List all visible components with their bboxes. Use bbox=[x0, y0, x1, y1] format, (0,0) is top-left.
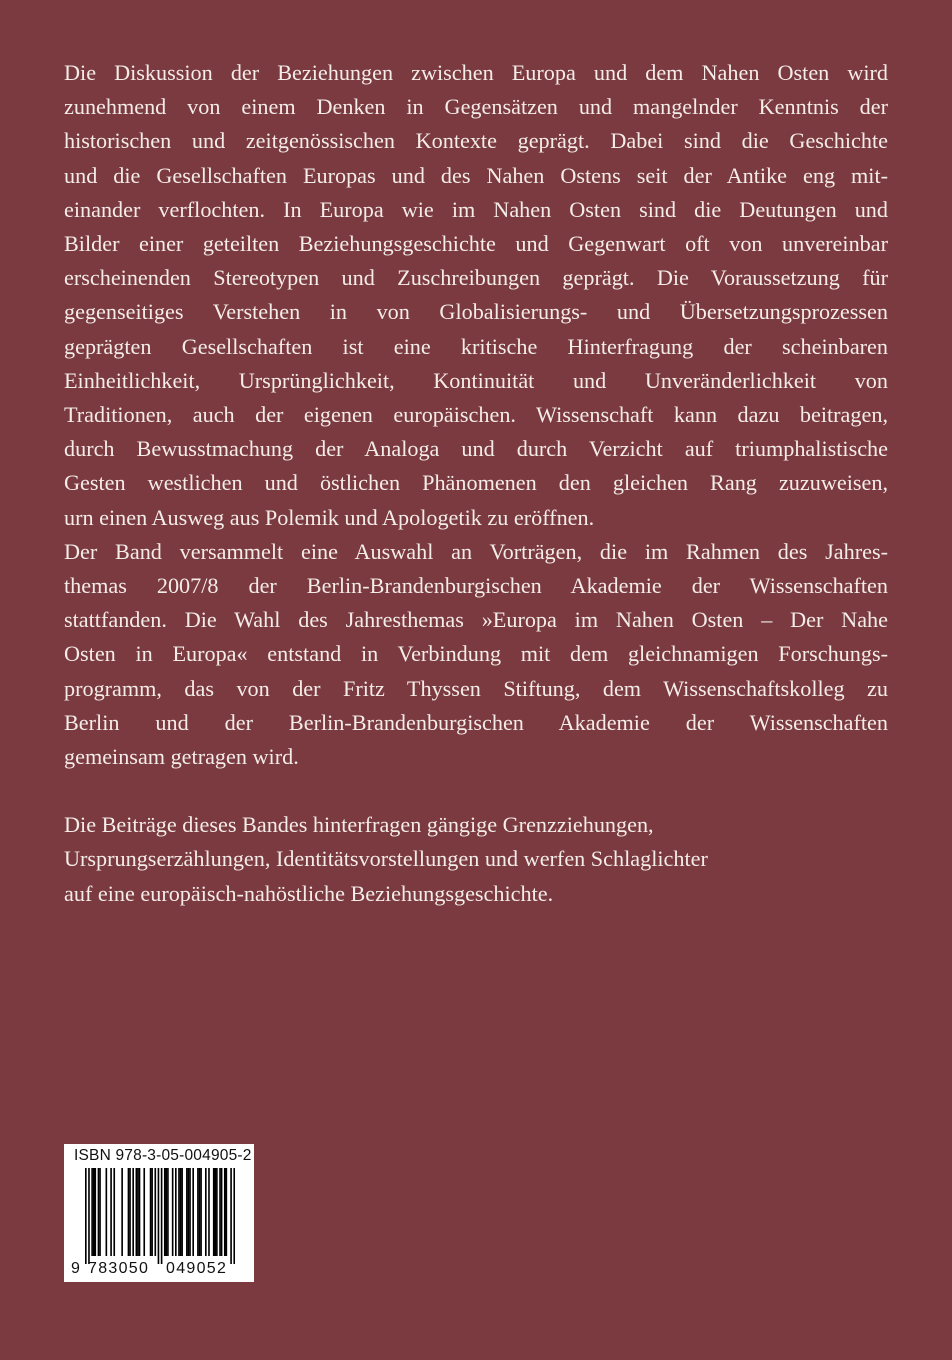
blurb-paragraph-1 bbox=[64, 56, 888, 535]
text-line: durch Bewusstmachung der Analoga und durch Verzicht auf triumphalistische bbox=[64, 436, 888, 462]
barcode-bar bbox=[129, 1168, 131, 1256]
text-line: Die Diskussion der Beziehungen zwischen Europa und dem Nahen Osten wird bbox=[64, 60, 888, 85]
text-line: Die Beiträge dieses Bandes hinterfragen gängige Grenzziehungen, bbox=[64, 812, 654, 838]
barcode-bar bbox=[161, 1168, 163, 1264]
barcode-bar bbox=[192, 1168, 194, 1256]
ean-right-digits: 049052 bbox=[166, 1260, 228, 1277]
barcode-bar bbox=[94, 1168, 96, 1256]
barcode-bar bbox=[178, 1168, 180, 1256]
barcode-bar bbox=[98, 1168, 100, 1256]
barcode-bar bbox=[93, 1168, 95, 1256]
barcode-bar bbox=[189, 1168, 191, 1256]
paragraph-spacer bbox=[64, 774, 888, 808]
barcode-bar bbox=[110, 1168, 112, 1256]
text-line: zunehmend von einem Denken in Gegensätzen und mangelnder Kenntnis der bbox=[64, 94, 888, 120]
ean-left-digits: 783050 bbox=[88, 1260, 150, 1277]
cover-blurb bbox=[64, 56, 888, 911]
text-line: Traditionen, auch der eigenen europäischen. Wissenschaft kann dazu beitragen, bbox=[64, 402, 888, 428]
barcode-bar bbox=[200, 1168, 202, 1256]
barcode-bar bbox=[106, 1168, 108, 1256]
barcode-bar bbox=[188, 1168, 190, 1256]
text-line: und die Gesellschaften Europas und des Nahen Ostens seit der Antike eng mit- bbox=[64, 162, 888, 188]
text-line: stattfanden. Die Wahl des Jahresthemas »Europa im Nahen Osten – Der Nahe bbox=[64, 607, 888, 633]
text-line: themas 2007/8 der Berlin-Brandenburgischen Akademie der Wissenschaften bbox=[64, 573, 888, 599]
ean-first-digit: 9 bbox=[71, 1260, 82, 1277]
barcode-bar bbox=[197, 1168, 199, 1256]
text-line: Ursprungserzählungen, Identitätsvorstellungen und werfen Schlaglichter bbox=[64, 846, 708, 872]
barcode-bar bbox=[213, 1168, 215, 1256]
text-line: gegenseitiges Verstehen in von Globalisierungs- und Übersetzungsprozessen bbox=[64, 299, 888, 325]
text-line: historischen und zeitgenössischen Kontexte geprägt. Dabei sind die Geschichte bbox=[64, 128, 888, 154]
barcode-bar bbox=[139, 1168, 141, 1256]
barcode-icon bbox=[85, 1168, 235, 1264]
text-line: erscheinenden Stereotypen und Zuschreibungen geprägt. Die Voraussetzung für bbox=[64, 265, 888, 291]
barcode-bar bbox=[186, 1168, 188, 1256]
barcode-bar bbox=[166, 1168, 168, 1256]
isbn-barcode-box bbox=[64, 1144, 254, 1282]
barcode-bar bbox=[219, 1168, 221, 1256]
barcode-bar bbox=[143, 1168, 145, 1256]
barcode-bar bbox=[167, 1168, 169, 1256]
text-line: geprägten Gesellschaften ist eine kritische Hinterfragung der scheinbaren bbox=[64, 333, 888, 359]
barcode-bar bbox=[88, 1168, 90, 1264]
text-line: auf eine europäisch-nahöstliche Beziehungsgeschichte. bbox=[64, 880, 554, 906]
barcode-bar bbox=[128, 1168, 130, 1256]
barcode-bar bbox=[208, 1168, 210, 1256]
barcode-bar bbox=[137, 1168, 139, 1256]
barcode-bar bbox=[226, 1168, 228, 1256]
text-line: Berlin und der Berlin-Brandenburgischen Akademie der Wissenschaften bbox=[64, 709, 888, 735]
barcode-bar bbox=[150, 1168, 152, 1256]
barcode-bar bbox=[221, 1168, 223, 1256]
barcode-bar bbox=[181, 1168, 183, 1256]
barcode-bar bbox=[85, 1168, 87, 1264]
barcode-bar bbox=[121, 1168, 123, 1256]
barcode-bar bbox=[230, 1168, 232, 1264]
barcode-bar bbox=[164, 1168, 166, 1256]
text-line: gemeinsam getragen wird. bbox=[64, 744, 299, 770]
barcode-bar bbox=[113, 1168, 115, 1256]
text-line: Bilder einer geteilten Beziehungsgeschichte und Gegenwart oft von unvereinbar bbox=[64, 231, 888, 257]
barcode-bar bbox=[158, 1168, 160, 1264]
barcode-bar bbox=[224, 1168, 226, 1256]
barcode-bar bbox=[151, 1168, 153, 1256]
barcode-bar bbox=[175, 1168, 177, 1256]
barcode-bar bbox=[91, 1168, 93, 1256]
barcode-bar bbox=[136, 1168, 138, 1256]
barcode-bar bbox=[99, 1168, 101, 1256]
barcode-bar bbox=[199, 1168, 201, 1256]
blurb-paragraph-2 bbox=[64, 535, 888, 774]
barcode-bar bbox=[172, 1168, 174, 1256]
barcode-bar bbox=[205, 1168, 207, 1256]
isbn-label: ISBN 978-3-05-004905-2 bbox=[74, 1147, 252, 1164]
barcode-bar bbox=[180, 1168, 182, 1256]
text-line: einander verflochten. In Europa wie im Nahen Osten sind die Deutungen und bbox=[64, 196, 888, 222]
barcode-bar bbox=[216, 1168, 218, 1256]
barcode-bar bbox=[132, 1168, 134, 1256]
text-line: programm, das von der Fritz Thyssen Stiftung, dem Wissenschaftskolleg zu bbox=[64, 675, 888, 701]
barcode-bar bbox=[214, 1168, 216, 1256]
text-line: urn einen Ausweg aus Polemik und Apologetik zu eröffnen. bbox=[64, 504, 595, 530]
barcode-bar bbox=[233, 1168, 235, 1264]
text-line: Einheitlichkeit, Ursprünglichkeit, Kontinuität und Unveränderlichkeit von bbox=[64, 367, 888, 393]
barcode-bar bbox=[154, 1168, 156, 1256]
blurb-paragraph-3 bbox=[64, 808, 888, 911]
text-line: Osten in Europa« entstand in Verbindung mit dem gleichnamigen Forschungs- bbox=[64, 641, 888, 667]
text-line: Der Band versammelt eine Auswahl an Vorträgen, die im Rahmen des Jahres- bbox=[64, 538, 888, 564]
text-line: Gesten westlichen und östlichen Phänomenen den gleichen Rang zuzuweisen, bbox=[64, 470, 888, 496]
